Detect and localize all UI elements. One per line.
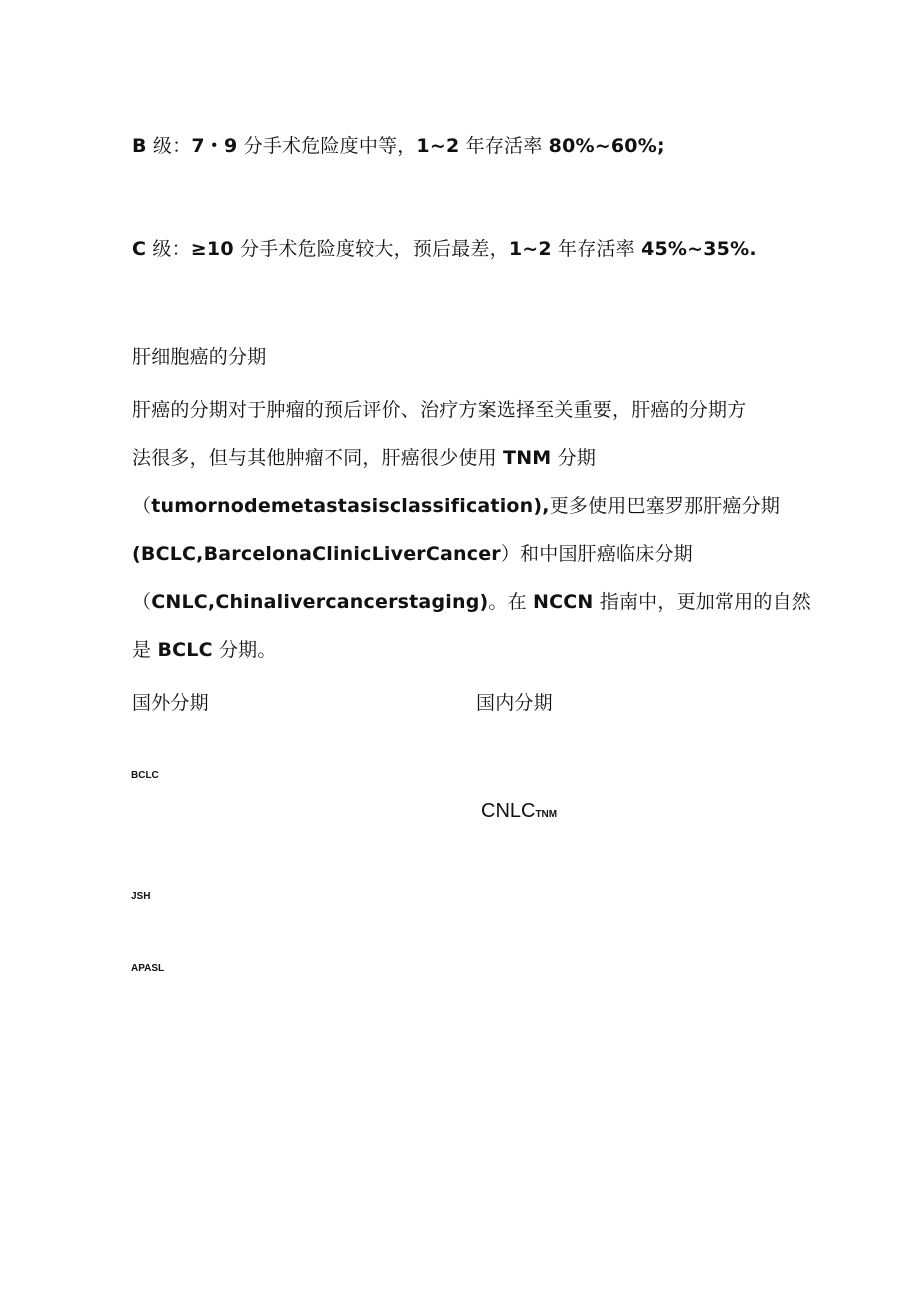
paragraph-text: 法很多，但与其他肿瘤不同，肝癌很少使用	[132, 447, 504, 469]
grade-c-score: ≥10	[190, 238, 234, 260]
grade-b-line	[132, 132, 665, 160]
paragraph-text: 指南中，更加常用的自然	[593, 591, 811, 613]
paragraph-text: 是	[132, 639, 158, 661]
grade-b-rate: 80%~60%;	[548, 135, 665, 157]
paragraph-line-5	[132, 588, 811, 616]
grade-b-text-2: 分手术危险度中等，	[237, 135, 417, 157]
grade-c-label: C	[132, 238, 147, 260]
paragraph-term-tnm-full: tumornodemetastasisclassification),	[151, 495, 550, 517]
paragraph-line-3	[132, 492, 780, 520]
grade-c-rate: 45%~35%.	[641, 238, 757, 260]
grade-b-text-1: 级：	[146, 135, 192, 157]
foreign-staging-heading: 国外分期	[132, 692, 209, 714]
paragraph-text: 。在	[488, 591, 534, 613]
grade-c-line	[132, 235, 757, 263]
paragraph-line-6	[132, 636, 277, 664]
grade-c-text-3: 年存活率	[551, 238, 642, 260]
paragraph-term-nccn: NCCN	[533, 591, 594, 613]
paragraph-term-cnlc-full: CNLC,Chinalivercancerstaging)	[151, 591, 489, 613]
foreign-system-jsh: JSH	[131, 891, 151, 902]
grade-c-text-1: 级：	[146, 238, 191, 260]
foreign-system-apasl: APASL	[131, 963, 165, 974]
foreign-system-bclc: BCLC	[131, 770, 159, 781]
paragraph-term-bclc: BCLC	[157, 639, 213, 661]
grade-c-text-2: 分手术危险度较大，预后最差，	[233, 238, 509, 260]
paragraph-term-tnm: TNM	[503, 447, 552, 469]
domestic-staging-heading: 国内分期	[476, 692, 553, 714]
grade-b-score: 7・9	[191, 135, 238, 157]
grade-b-years: 1~2	[416, 135, 460, 157]
section-title: 肝细胞癌的分期	[132, 346, 267, 368]
domestic-system-cnlc: CNLC	[481, 800, 536, 822]
grade-b-label: B	[132, 135, 147, 157]
paragraph-term-bclc-full: (BCLC,BarcelonaClinicLiverCancer	[132, 543, 501, 565]
domestic-systems	[481, 798, 557, 828]
paragraph-line-2	[132, 444, 596, 472]
paragraph-text: （	[132, 495, 152, 517]
paragraph-text: 更多使用巴塞罗那肝癌分期	[549, 495, 781, 517]
paragraph-line-1: 肝癌的分期对于肿瘤的预后评价、治疗方案选择至关重要，肝癌的分期方	[132, 399, 747, 421]
paragraph-text: ）和中国肝癌临床分期	[500, 543, 693, 565]
domestic-system-tnm: TNM	[535, 809, 558, 820]
paragraph-text: 分期	[551, 447, 597, 469]
paragraph-line-4	[132, 540, 693, 568]
grade-c-years: 1~2	[508, 238, 552, 260]
paragraph-text: 分期。	[212, 639, 277, 661]
paragraph-text: （	[132, 591, 152, 613]
grade-b-text-3: 年存活率	[459, 135, 549, 157]
